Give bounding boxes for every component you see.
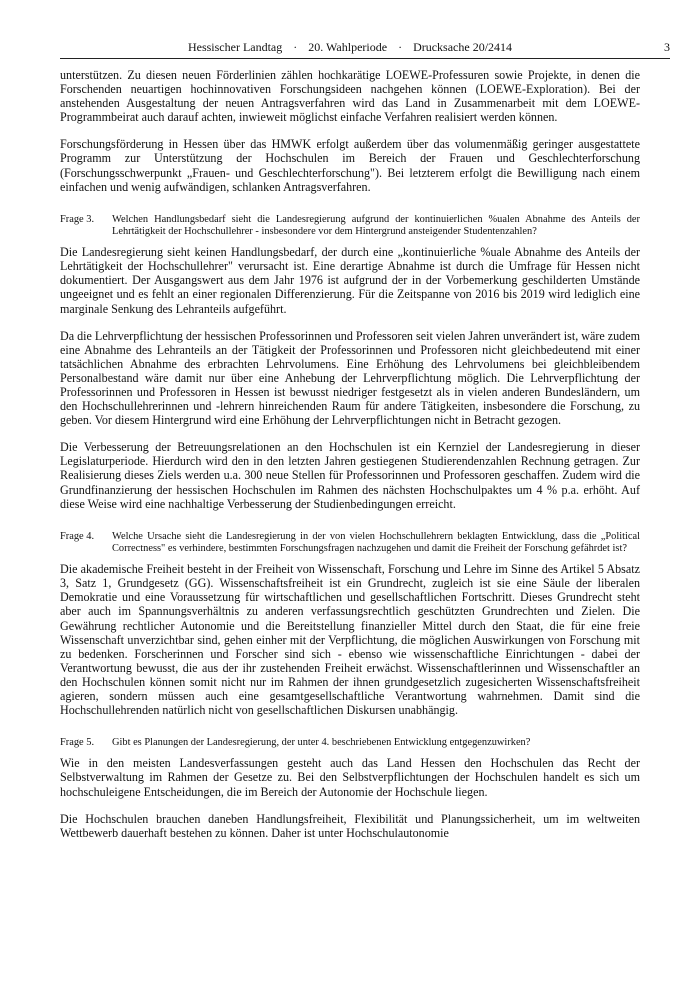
header-print-number: Drucksache 20/2414: [413, 40, 513, 54]
question-text: Welchen Handlungsbedarf sieht die Landesregierung aufgrund der kontinuierlichen %ualen Abnahme des Anteils der Lehrtätigkeit der Hochschullehrer - insbesondere vor dem Hintergrund ansteigender Studentenzahlen?: [112, 213, 640, 237]
question-text: Gibt es Planungen der Landesregierung, der unter 4. beschriebenen Entwicklung entgegenzuwirken?: [112, 737, 531, 749]
page-number: 3: [664, 40, 670, 54]
header-period: 20. Wahlperiode: [308, 40, 388, 54]
paragraph: unterstützen. Zu diesen neuen Förderlinien zählen hochkarätige LOEWE-Professuren sowie Projekte, in denen die Forschenden neuartigen hochinnovativen Forschungsideen nachgehen können (LOEWE-Exploration). Bei der anstehenden Ausgestaltung der neuen Antragsverfahren wird das Land in Zusammenarbeit mit dem LOEWE-Programmbeirat auch darauf achten, inwieweit möglichst einfache Verfahren realisiert werden können.: [60, 68, 640, 125]
header-parliament: Hessischer Landtag: [187, 40, 283, 54]
question-label: Frage 5.: [60, 737, 95, 749]
header-separator: ·: [398, 40, 403, 54]
paragraph: Die Landesregierung sieht keinen Handlungsbedarf, der durch eine „kontinuierliche %uale Abnahme des Anteils der Lehrtätigkeit der Hochschullehrer" verursacht ist. Eine derartige Abnahme ist durch die Umfrage für Hessen nicht dokumentiert. Der Ausgangswert aus dem Jahr 1976 ist aufgrund der in der Vorbemerkung geschilderten Umstände ungeeignet und es fehlt an einer regionalen Differenzierung. Für die Zeitspanne von 2016 bis 2019 wird lediglich eine marginale Senkung des Lehranteils aufgeführt.: [60, 245, 640, 316]
question-3: [60, 214, 640, 238]
question-text: Welche Ursache sieht die Landesregierung in der von vielen Hochschullehrern beklagten Entwicklung, dass die „Political Correctness" es verhindere, bestimmten Forschungsfragen nachzugehen und damit die Freiheit der Forschung gefährdet ist?: [112, 530, 640, 554]
header-separator: ·: [293, 40, 298, 54]
question-5: [60, 737, 640, 749]
paragraph: Da die Lehrverpflichtung der hessischen Professorinnen und Professoren seit vielen Jahren unverändert ist, wäre zudem eine Abnahme des Lehranteils an der Tätigkeit der Professorinnen und Professoren nicht gleichbedeutend mit einer tatsächlichen Abnahme des erbrachten Lehrvolumens. Eine Erhöhung des Lehrvolumens bei gleichbleibendem Personalbestand wäre damit nur über eine Anhebung der Lehrverpflichtung möglich. Die Lehrverpflichtung der Professorinnen und Professoren in Hessen ist bewusst niedriger festgesetzt als in vielen anderen Bundesländern, um den Hochschullehrerinnen und -lehrern hinreichenden Raum für andere Tätigkeiten, insbesondere die Forschung, zu geben. Vor diesem Hintergrund wird eine Erhöhung der Lehrverpflichtungen nicht in Betracht gezogen.: [60, 328, 640, 428]
header-rule: [60, 58, 670, 59]
question-label: Frage 4.: [60, 530, 95, 542]
question-4: [60, 531, 640, 555]
question-label: Frage 3.: [60, 213, 95, 225]
paragraph: Die Verbesserung der Betreuungsrelationen an den Hochschulen ist ein Kernziel der Landesregierung in dieser Legislaturperiode. Hierdurch wird den in den letzten Jahren gestiegenen Studierendenzahlen Rechnung getragen. Zur Realisierung dieses Ziels werden u.a. 300 neue Stellen für Professorinnen und Professoren geschaffen. Zudem wird die Grundfinanzierung der hessischen Hochschulen im Rahmen des nächsten Hochschulpaktes um 4 % p.a. erhöht. Auf diese Weise wird eine nachhaltige Verbesserung der Studienbedingungen erreicht.: [60, 440, 640, 511]
page-header: [60, 40, 670, 58]
header-center: [60, 40, 640, 55]
document-body: [60, 68, 640, 853]
paragraph: Forschungsförderung in Hessen über das HMWK erfolgt außerdem über das volumenmäßig geringer ausgestattete Programm zur Unterstützung der Hochschulen im Bereich der Frauen und Geschlechterforschung (Forschungsschwerpunkt „Frauen- und Geschlechterforschung"). Bei letzterem erfolgt die Bewilligung nach einem einfachen und wenig aufwändigen, schlanken Antragsverfahren.: [60, 137, 640, 194]
paragraph: Die Hochschulen brauchen daneben Handlungsfreiheit, Flexibilität und Planungssicherheit, um im weltweiten Wettbewerb dauerhaft bestehen zu können. Daher ist unter Hochschulautonomie: [60, 811, 640, 840]
paragraph: Die akademische Freiheit besteht in der Freiheit von Wissenschaft, Forschung und Lehre im Sinne des Artikel 5 Absatz 3, Satz 1, Grundgesetz (GG). Wissenschaftsfreiheit ist ein Grundrecht, zugleich ist sie eine Säule der liberalen Demokratie und eine Voraussetzung für wirtschaftlichen und gesellschaftlichen Fortschritt. Dieses Grundrecht steht aber auch im Spannungsverhältnis zu anderen verfassungsrechtlich geschützten Grundrechten und Zielen. Die Gewährung rechtlicher Autonomie und die Bereitstellung finanzieller Mittel durch den Staat, die für eine freie Wissenschaft unverzichtbar sind, gehen einher mit der Verpflichtung, die möglichen Auswirkungen von Forschung mit zu bedenken. Forscherinnen und Forscher sind sich - ebenso wie wissenschaftliche Einrichtungen - dabei der Verantwortung bewusst, die aus der ihr zustehenden Freiheit erwächst. Wissenschaftlerinnen und Wissenschaftler an den Hochschulen können somit nicht nur im Rahmen der ihnen grundgesetzlich zugesicherten Wissenschaftsfreiheit agieren, sondern müssen auch eine gesamtgesellschaftliche Verantwortung wahrnehmen. Damit sind die Hochschullehrenden natürlich nicht von gesellschaftlichen Diskursen unabhängig.: [60, 562, 640, 718]
paragraph: Wie in den meisten Landesverfassungen gesteht auch das Land Hessen den Hochschulen das Recht der Selbstverwaltung im Rahmen der Gesetze zu. Bei den Selbstverpflichtungen der Hochschulen handelt es sich um hochschuleigene Entscheidungen, die im Bereich der Autonomie der Hochschule liegen.: [60, 756, 640, 799]
